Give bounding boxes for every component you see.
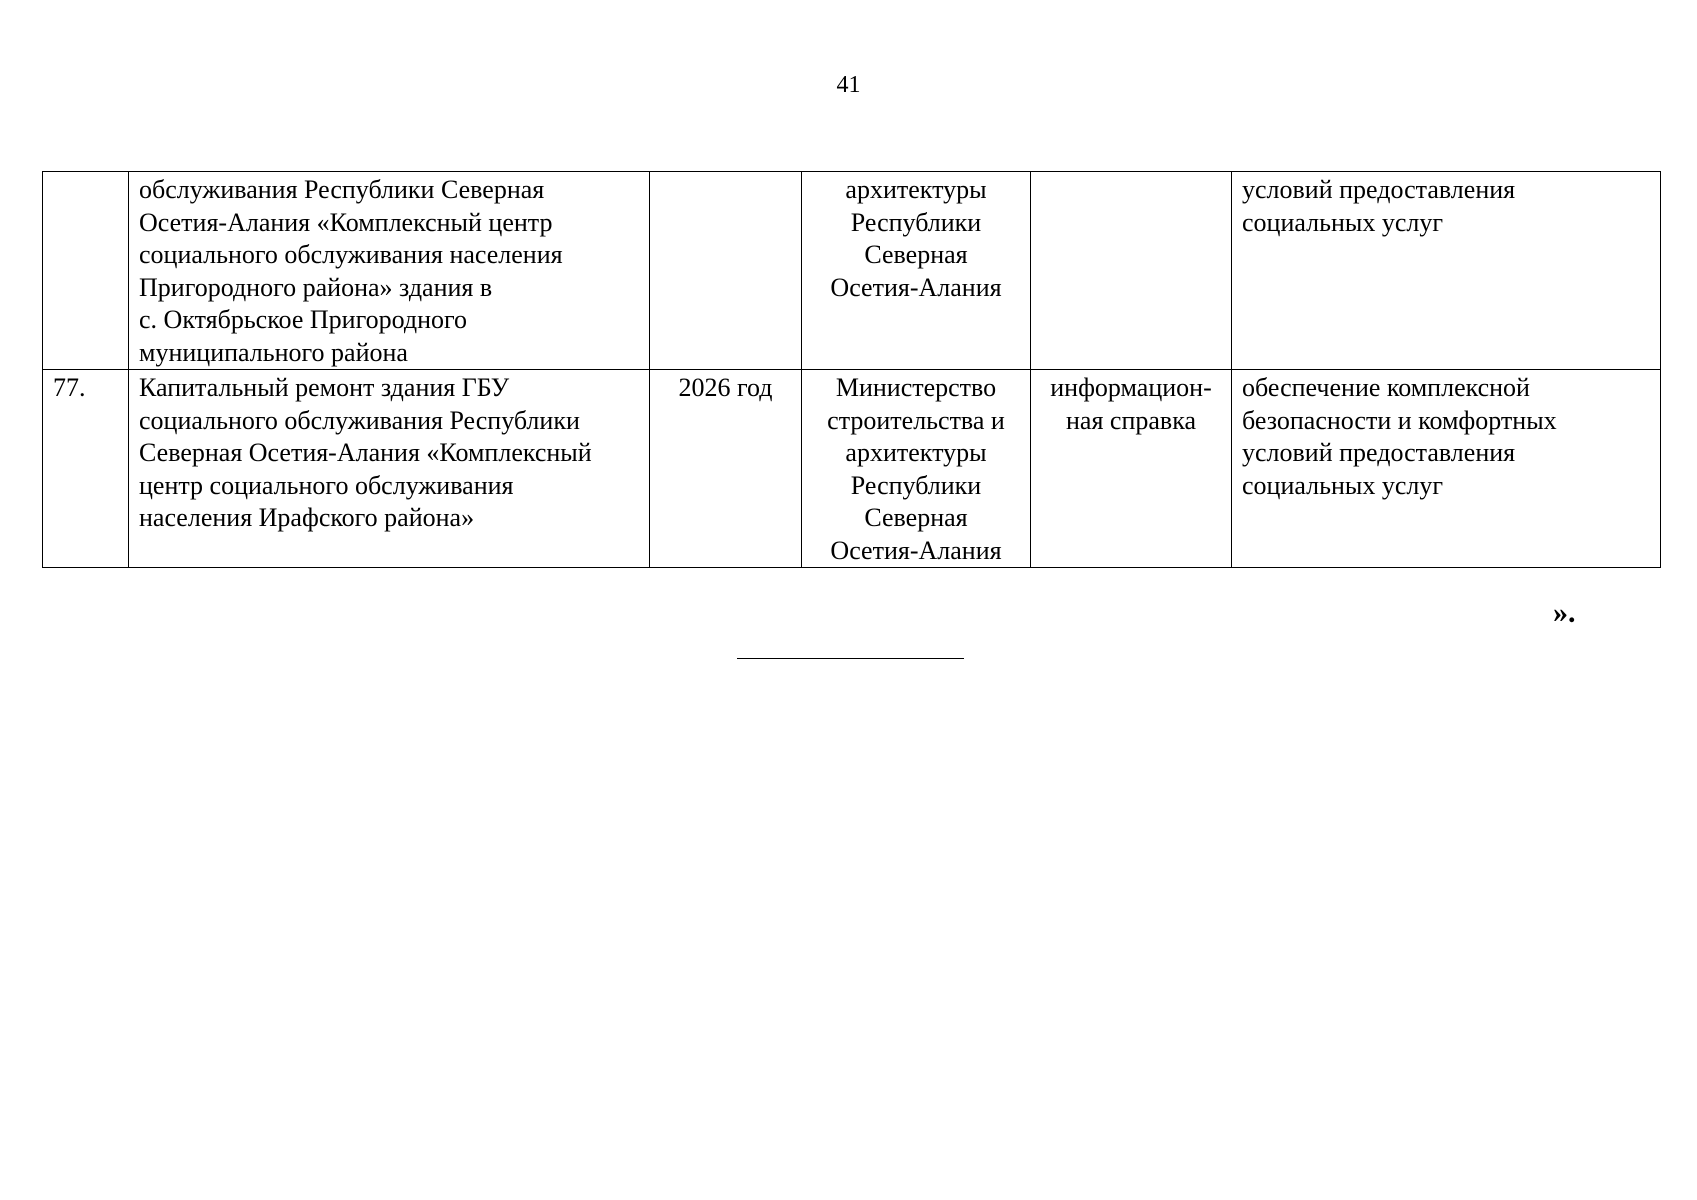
executor-text: Министерство строительства и архитектуры Республики Северная Осетия-Алания: [827, 373, 1005, 565]
expected-result-cell: [1232, 370, 1661, 568]
measures-table: [42, 171, 1661, 568]
completion-form-cell: [1031, 370, 1232, 568]
executor-cell: [802, 172, 1031, 370]
closing-quote-mark: ».: [1553, 596, 1576, 629]
completion-form-cell: [1031, 172, 1232, 370]
row-number-cell: [43, 172, 129, 370]
row-number: 77.: [53, 373, 86, 402]
measure-name-cell: [129, 172, 650, 370]
term-cell: [650, 370, 802, 568]
table-row: [43, 172, 1661, 370]
expected-result-text: обеспечение комплексной безопасности и комфортных условий предоставления социальных услуг: [1242, 373, 1557, 500]
page-number: 41: [836, 72, 861, 98]
completion-form-text: информацион- ная справка: [1050, 373, 1212, 435]
term-cell: [650, 172, 802, 370]
term-text: 2026 год: [678, 373, 773, 402]
expected-result-text: условий предоставления социальных услуг: [1242, 175, 1516, 237]
row-number-cell: [43, 370, 129, 568]
measure-name: Капитальный ремонт здания ГБУ социального обслуживания Республики Северная Осетия-Алания «Комплексный центр социального обслуживания населения Ирафского района»: [139, 373, 592, 532]
footer-separator: [737, 658, 964, 659]
executor-text: архитектуры Республики Северная Осетия-Алания: [830, 175, 1002, 302]
table-row: [43, 370, 1661, 568]
measure-name: обслуживания Республики Северная Осетия-Алания «Комплексный центр социального обслуживания населения Пригородного района» здания в с. Октябрьское Пригородного муниципального района: [139, 175, 563, 367]
expected-result-cell: [1232, 172, 1661, 370]
executor-cell: [802, 370, 1031, 568]
measure-name-cell: [129, 370, 650, 568]
